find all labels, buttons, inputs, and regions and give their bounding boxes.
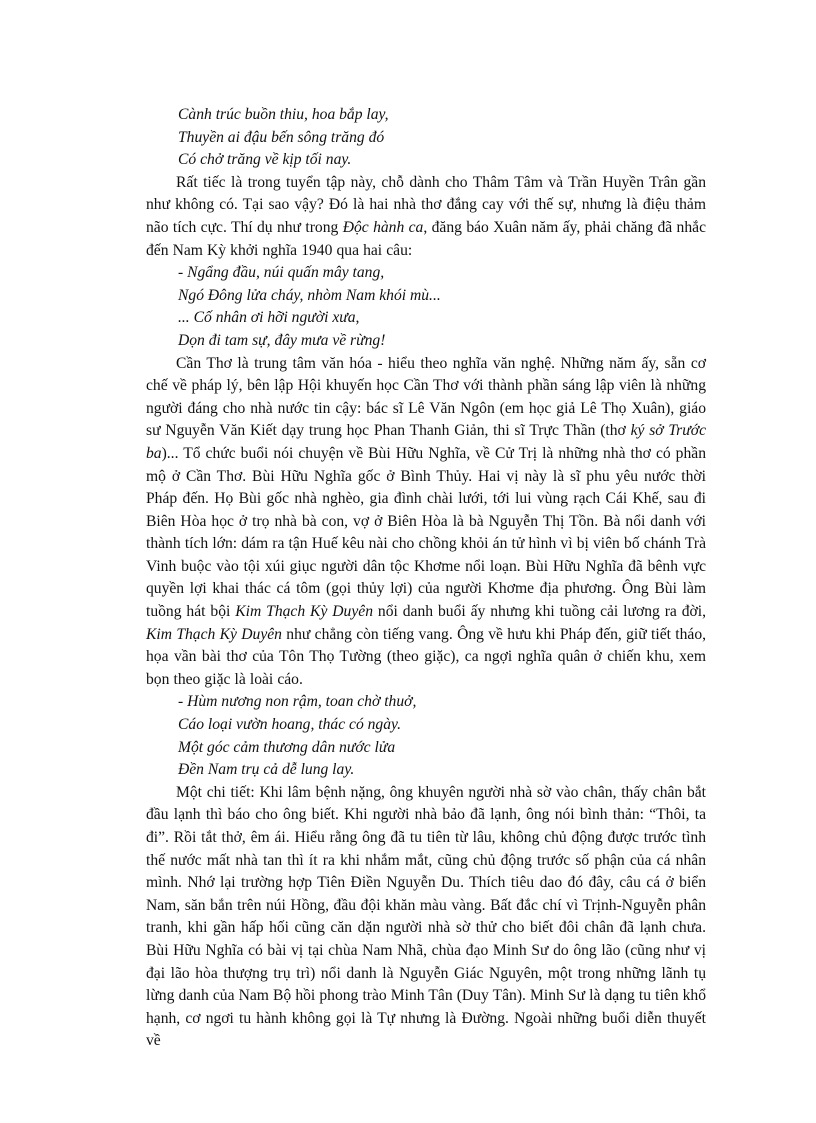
title-kim-thach-ky-duyen: Kim Thạch Kỳ Duyên xyxy=(235,603,373,621)
paragraph-1 xyxy=(146,172,706,262)
poem-block-3 xyxy=(146,691,706,781)
paragraph-text: , đăng báo Xuân năm ấy, phải chăng đã nhắc đến Nam Kỳ khởi nghĩa 1940 qua hai câu: xyxy=(146,218,706,259)
poem-line: Ngó Đông lửa cháy, nhòm Nam khói mù... xyxy=(178,286,441,304)
poem-line: - Ngẩng đầu, núi quấn mây tang, xyxy=(178,264,385,282)
poem-line: - Hùm nương non rậm, toan chờ thuở, xyxy=(178,693,417,711)
paragraph-2 xyxy=(146,353,706,692)
paragraph-text: Rất tiếc là trong tuyển tập này, chỗ dành cho Thâm Tâm và Trần Huyền Trân gần như không có. Tại sao vậy? Đó là hai nhà thơ đắng cay với thế sự, nhưng là điệu thảm não tích cực. Thí dụ như trong xyxy=(146,173,706,236)
poem-line: Dọn đi tam sự, đây mưa về rừng! xyxy=(178,331,386,349)
poem-block-1 xyxy=(146,104,706,172)
title-doc-hanh-ca: Độc hành ca xyxy=(342,218,424,236)
poem-line: Đền Nam trụ cả dễ lung lay. xyxy=(178,761,355,779)
paragraph-text: )... Tổ chức buổi nói chuyện về Bùi Hữu Nghĩa, về Cử Trị là những nhà thơ có phần mộ ở Cần Thơ. Bùi Hữu Nghĩa gốc ở Bình Thủy. Hai vị này là sĩ phu yêu nước thời Pháp đến. Họ Bùi gốc nhà nghèo, gia đình chài lưới, tới lui vùng rạch Cái Khế, sau đi Biên Hòa học ở trọ nhà bà con, vợ ở Biên Hòa là bà Nguyễn Thị Tồn. Bà nổi danh với thành tích lớn: dám ra tận Huế kêu nài cho chồng khỏi án tử hình vì bị viên bố chánh Trà Vinh buộc vào tội xúi giục người dân tộc Khơme nổi loạn. Bùi Hữu Nghĩa đã bênh vực quyền lợi khai thác cá tôm (gọi thủy lợi) của người Khơme địa phương. Ông Bùi làm tuồng hát bội xyxy=(146,444,706,621)
title-kim-thach-ky-duyen: Kim Thạch Kỳ Duyên xyxy=(146,625,282,643)
top-margin xyxy=(146,0,706,104)
poem-line: ... Cố nhân ơi hỡi người xưa, xyxy=(178,309,360,327)
paragraph-text: nổi danh buổi ấy nhưng khi tuồng cải lương ra đời, xyxy=(373,603,707,621)
poem-line: Một góc cảm thương dân nước lửa xyxy=(178,738,396,756)
paragraph-3: Một chi tiết: Khi lâm bệnh nặng, ông khuyên người nhà sờ vào chân, thấy chân bắt đầu lạnh thì báo cho ông biết. Khi người nhà bảo đã lạnh, ông nói bình thản: “Thôi, ta đi”. Rồi tắt thở, êm ái. Hiểu rằng ông đã tu tiên từ lâu, không chủ động được trước tình thế nước mất nhà tan thì ít ra khi nhắm mắt, cũng chủ động trước số phận của cá nhân mình. Nhớ lại trường hợp Tiên Điền Nguyễn Du. Thích tiêu dao đó đây, câu cá ở biển Nam, săn bắn trên núi Hồng, đầu đội khăn màu vàng. Bất đắc chí vì Trịnh-Nguyễn phân tranh, khi gần hấp hối cũng căn dặn người nhà sờ thử cho biết đôi chân đã lạnh chưa. Bùi Hữu Nghĩa có bài vị tại chùa Nam Nhã, chùa đạo Minh Sư do ông lão (cũng như vị đại lão hòa thượng trụ trì) nổi danh là Nguyễn Giác Nguyên, một trong những lãnh tụ lừng danh của Nam Bộ hồi phong trào Minh Tân (Duy Tân). Minh Sư là dạng tu tiên khổ hạnh, cơ ngơi tu hành không gọi là Tự nhưng là Đường. Ngoài những buổi diễn thuyết về xyxy=(146,783,707,1050)
poem-line: Cành trúc buồn thiu, hoa bắp lay, xyxy=(178,106,389,123)
poem-line: Thuyền ai đậu bến sông trăng đó xyxy=(178,128,385,146)
poem-block-2 xyxy=(146,262,706,352)
paragraph-text: Cần Thơ là trung tâm văn hóa - hiểu theo nghĩa văn nghệ. Những năm ấy, sẵn cơ chế về pháp lý, bên lập Hội khuyến học Cần Thơ với thành phần sáng lập viên là những người đáng cho nhà nước tin cậy: bác sĩ Lê Văn Ngôn (em học giả Lê Thọ Xuân), giáo sư Nguyễn Văn Kiết dạy trung học Phan Thanh Giản, thi sĩ Trực Thần (thơ xyxy=(146,354,706,440)
poem-line: Cáo loại vườn hoang, thác có ngày. xyxy=(178,716,401,734)
paragraph-text: như chẳng còn tiếng vang. Ông về hưu khi Pháp đến, giữ tiết tháo, họa vần bài thơ của Tôn Thọ Tường (theo giặc), ca ngợi nghĩa quân ở chiến khu, xem bọn theo giặc là loài cáo. xyxy=(146,625,707,688)
poem-line: Có chở trăng về kịp tối nay. xyxy=(178,151,352,169)
italic-text: ký sở Trước ba xyxy=(146,422,706,462)
